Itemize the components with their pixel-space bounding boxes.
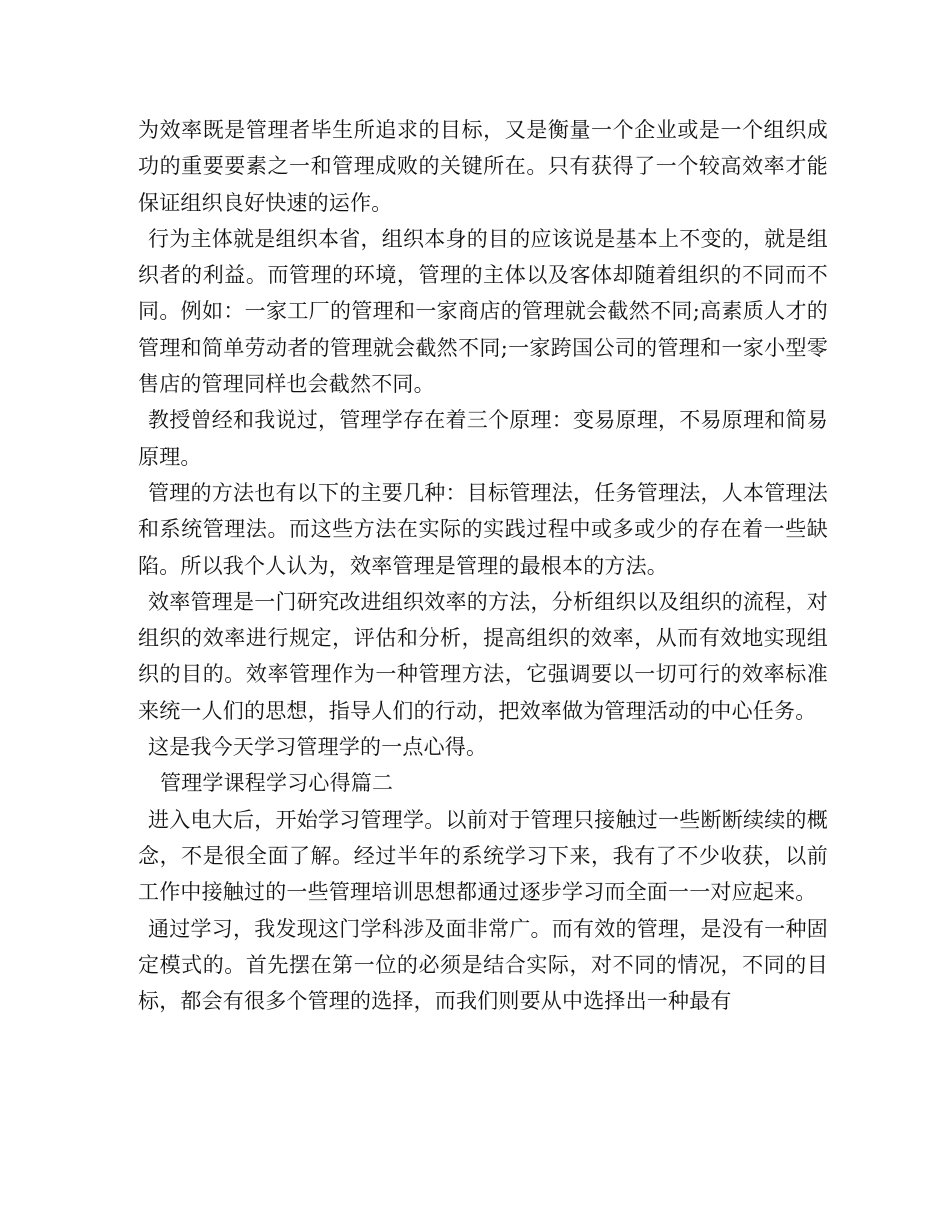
paragraph-efficiency-management: 效率管理是一门研究改进组织效率的方法，分析组织以及组织的流程，对组织的效率进行规定，评估和分析，提高组织的效率，从而有效地实现组织的目的。效率管理作为一种管理方法，它强调要以一切可行的效率标准来统一人们的思想，指导人们的行动，把效率做为管理活动的中心任务。 [138,589,828,723]
paragraph-learning-findings: 通过学习，我发现这门学科涉及面非常广。而有效的管理，是没有一种固定模式的。首先摆在第一位的必须是结合实际，对不同的情况，不同的目标，都会有很多个管理的选择，而我们则要从中选择出一种最有 [138,916,828,1014]
paragraph-today-takeaway: 这是我今天学习管理学的一点心得。 [148,735,488,760]
paragraph-efficiency-goal: 为效率既是管理者毕生所追求的目标，又是衡量一个企业或是一个组织成功的重要要素之一和管理成败的关键所在。只有获得了一个较高效率才能保证组织良好快速的运作。 [138,118,828,215]
paragraph-start-learning: 进入电大后，开始学习管理学。以前对于管理只接触过一些断断续续的概念，不是很全面了解。经过半年的系统学习下来，我有了不少收获，以前工作中接触过的一些管理培训思想都通过逐步学习而全面一一对应起来。 [138,807,828,905]
paragraph-three-principles: 教授曾经和我说过，管理学存在着三个原理：变易原理，不易原理和简易原理。 [138,408,828,469]
section-heading-part-two: 管理学课程学习心得篇二 [160,771,394,796]
document-body [138,112,828,1019]
paragraph-management-methods: 管理的方法也有以下的主要几种：目标管理法，任务管理法，人本管理法和系统管理法。而这些方法在实际的实践过程中或多或少的存在着一些缺陷。所以我个人认为，效率管理是管理的最根本的方法。 [138,480,828,578]
paragraph-organization-subject: 行为主体就是组织本省，组织本身的目的应该说是基本上不变的，就是组织者的利益。而管理的环境，管理的主体以及客体却随着组织的不同而不同。例如：一家工厂的管理和一家商店的管理就会截然不同;高素质人才的管理和简单劳动者的管理就会截然不同;一家跨国公司的管理和一家小型零售店的管理同样也会截然不同。 [138,226,828,397]
